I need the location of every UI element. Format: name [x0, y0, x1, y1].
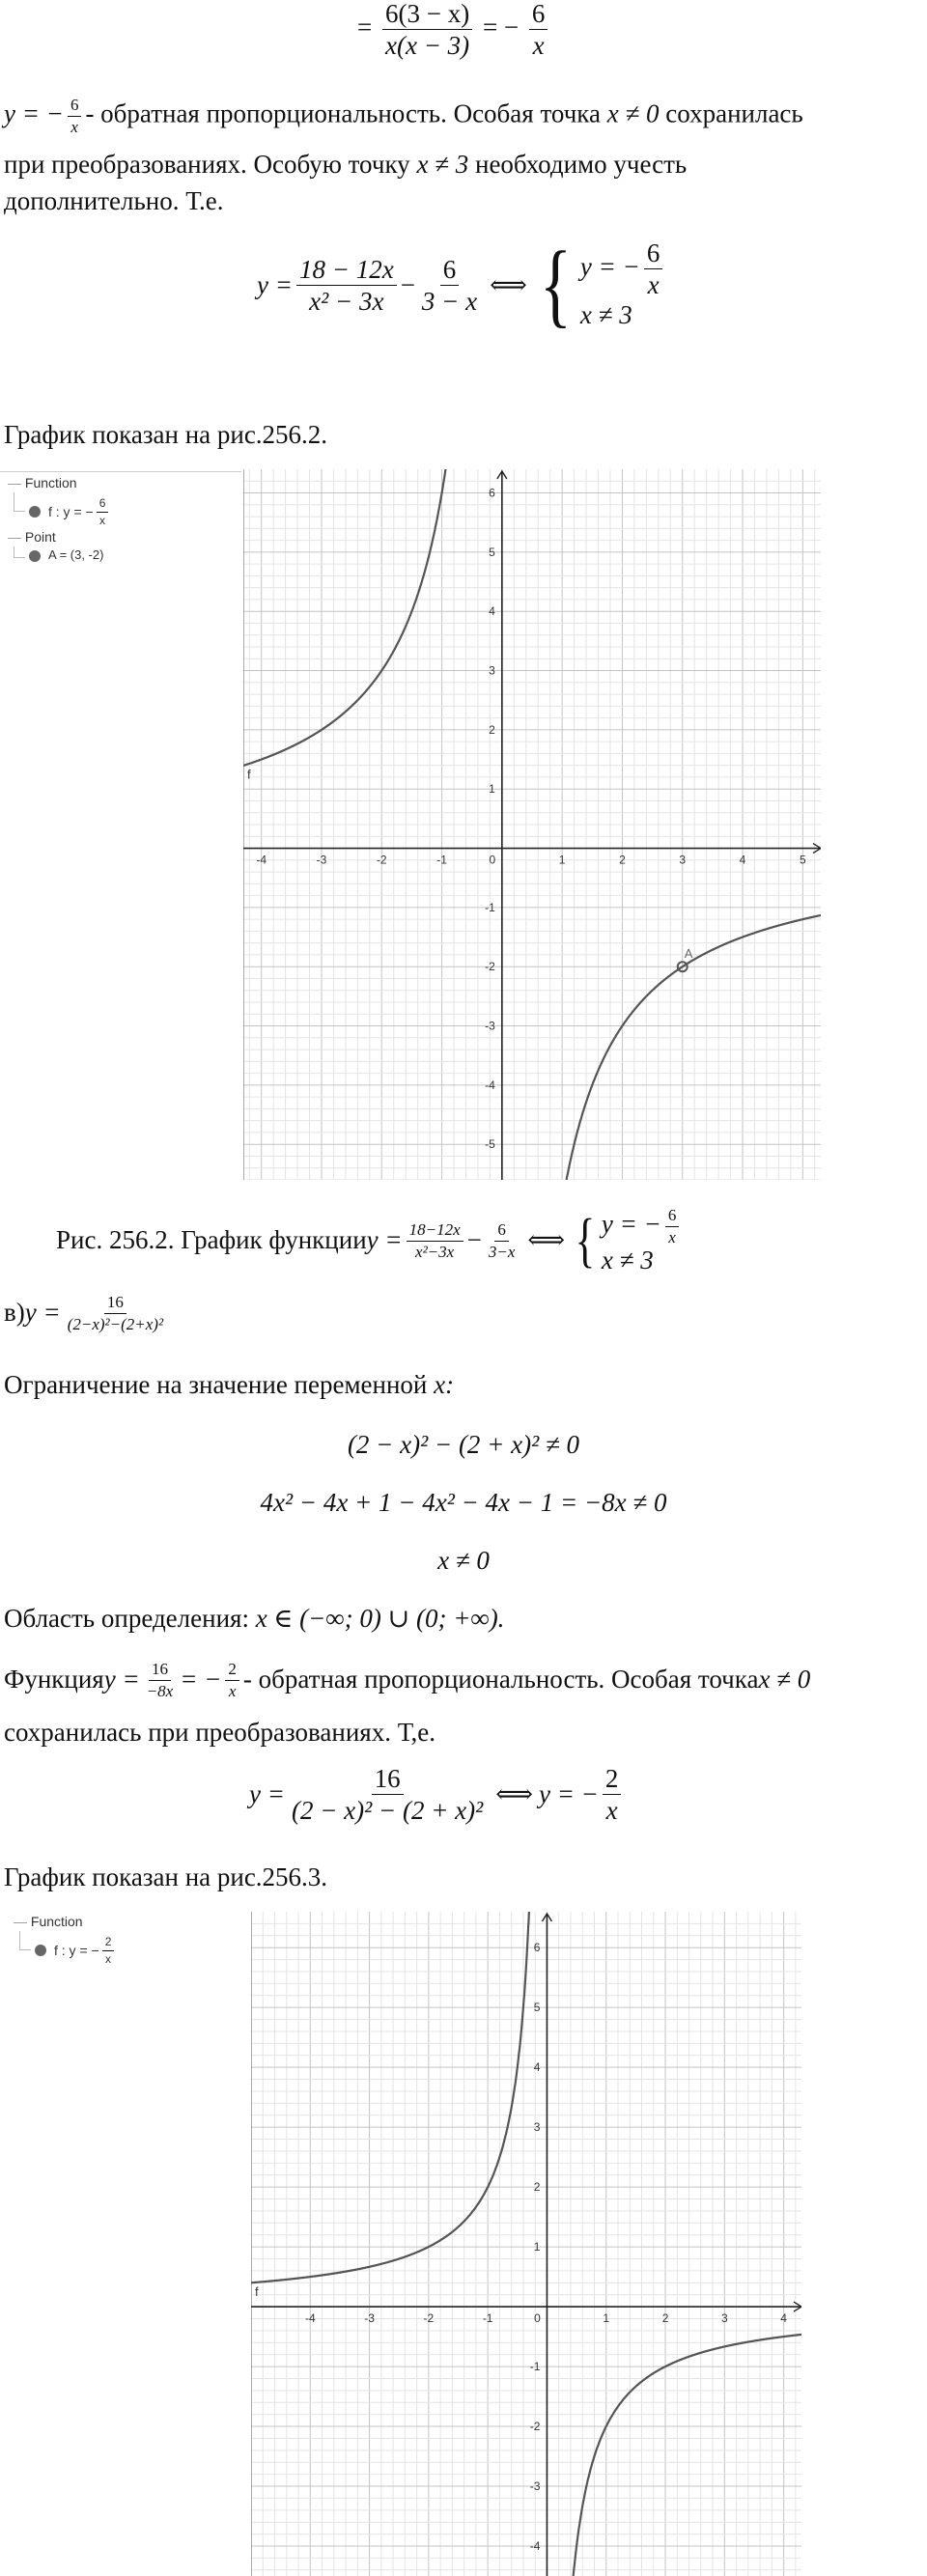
y-tick-label: 4: [533, 2060, 541, 2075]
y-tick-label: 3: [489, 663, 495, 678]
y-tick-label: 5: [489, 545, 495, 559]
graph-2-legend: — Function f : y = − $\frac{2}{x}$: [10, 1910, 251, 1987]
x-tick-label: -2: [376, 853, 387, 867]
y-tick-label: -4: [485, 1078, 495, 1092]
y-tick-label: 1: [489, 782, 495, 797]
y-tick-label: 2: [489, 722, 495, 737]
y-tick-label: 3: [533, 2120, 541, 2135]
legend-point-header: Point: [24, 529, 56, 545]
x-tick-label: 2: [619, 853, 626, 867]
paragraph-2-line-2: сохранилась при преобразованиях. Т,е.: [4, 1718, 435, 1747]
x-tick-label: 0: [534, 2311, 541, 2326]
visibility-dot-icon[interactable]: [35, 1945, 46, 1956]
graph-1-grid: [243, 469, 821, 1180]
y-tick-label: -3: [529, 2479, 541, 2494]
x-tick-label: 1: [603, 2311, 610, 2326]
y-tick-label: 2: [533, 2180, 541, 2195]
x-tick-label: 5: [799, 853, 806, 867]
graph-2: [251, 1912, 801, 2576]
top-formula: = $\frac{6(3 - x)}{x(x - 3)}$ = − $\frac{6}{x}$: [357, 0, 551, 60]
y-tick-label: 4: [489, 604, 495, 619]
x-tick-label: -1: [436, 853, 447, 867]
equation-2: 4x² − 4x + 1 − 4x² − 4x − 1 = −8x ≠ 0: [260, 1488, 667, 1517]
formula-1: y = $\frac{18 - 12x}{\text{x² − 3x}}$ − $\frac{6}{3 - x}$ ⟺ { y = − $\frac{6}{x}$ x ≠ 3: [257, 239, 666, 331]
y-tick-label: -5: [485, 1137, 495, 1152]
formula-2: y = $\frac{16}{\text{(2 − x)² − (2 + x)²}}$ ⟺ y = − $\frac{2}{x}$: [249, 1765, 625, 1825]
y-tick-label: 6: [533, 1941, 541, 1955]
legend-function-item[interactable]: f : y = − $\frac{2}{x}$: [35, 1936, 118, 1965]
part-v-heading: в) y = $\frac{16}{\text{(2−x)²−(2+x)²}}$: [4, 1293, 164, 1333]
y-tick-label: -4: [529, 2539, 541, 2554]
y-tick-label: -1: [529, 2360, 541, 2374]
equation-3: x ≠ 0: [437, 1546, 490, 1575]
graph-2-curve-label: f: [255, 2284, 259, 2300]
x-tick-label: -4: [256, 853, 267, 867]
y-tick-label: -1: [485, 900, 495, 914]
x-tick-label: -1: [482, 2311, 493, 2326]
y-tick-label: -2: [529, 2420, 541, 2434]
x-tick-label: 2: [661, 2311, 669, 2326]
legend-point-item[interactable]: A = (3, -2): [29, 547, 103, 562]
legend-function-item[interactable]: f : y = − $\frac{6}{x}$: [29, 497, 112, 526]
x-tick-label: -3: [316, 853, 327, 867]
visibility-dot-icon[interactable]: [29, 550, 41, 562]
y-tick-label: -3: [485, 1019, 495, 1033]
x-tick-label: 3: [720, 2311, 728, 2326]
x-tick-label: 0: [489, 853, 496, 867]
figure-1-caption: Рис. 256.2. График функции y = $\frac{18-12x}{\text{x²−3x}}$ − $\frac{6}{3-x}$ ⟺ { y = − $\frac{6}{x}$ x ≠ 3: [56, 1207, 683, 1274]
graph-2-grid: [251, 1912, 801, 2576]
x-tick-label: 4: [739, 853, 746, 867]
graph-2-intro: График показан на рис.256.3.: [4, 1862, 328, 1891]
legend-function-header: Function: [24, 475, 77, 490]
x-tick-label: 1: [558, 853, 566, 867]
domain-line: Область определения: x ∈ (−∞; 0) ∪ (0; +∞).: [4, 1604, 505, 1633]
paragraph-1-line-1: y = − $\frac{6}{x}$ - обратная пропорциональность. Особая точка x ≠ 0 сохранилась: [4, 96, 803, 136]
x-tick-label: 4: [780, 2311, 787, 2326]
y-tick-label: -2: [485, 960, 495, 974]
visibility-dot-icon[interactable]: [29, 506, 41, 518]
y-tick-label: 6: [489, 486, 495, 500]
paragraph-1-line-2: при преобразованиях. Особую точку x ≠ 3 необходимо учесть: [4, 150, 688, 179]
paragraph-2-line-1: Функция y = $\frac{16}{-8x}$ = − $\frac{2}{x}$ - обратная пропорциональность. Особая точка x ≠ 0: [4, 1660, 811, 1700]
equation-1: (2 − x)² − (2 + x)² ≠ 0: [347, 1430, 580, 1459]
x-tick-label: -4: [304, 2311, 316, 2326]
restriction-line: Ограничение на значение переменной x:: [4, 1370, 455, 1399]
y-tick-label: 5: [533, 2001, 541, 2015]
paragraph-1-line-3: дополнительно. Т.е.: [4, 186, 224, 215]
x-tick-label: -2: [423, 2311, 435, 2326]
point-a-label: A: [684, 946, 693, 962]
x-tick-label: 3: [679, 853, 687, 867]
legend-function-header: Function: [30, 1914, 83, 1929]
graph-1: [243, 469, 821, 1180]
graph-1-curve-label: f: [247, 767, 251, 782]
y-tick-label: 1: [533, 2240, 541, 2254]
graph-1-legend: — Function f : y = − $\frac{6}{x}$ — Point A = (3, -2): [0, 471, 241, 597]
x-tick-label: -3: [364, 2311, 375, 2326]
graph-1-intro: График показан на рис.256.2.: [4, 420, 328, 449]
